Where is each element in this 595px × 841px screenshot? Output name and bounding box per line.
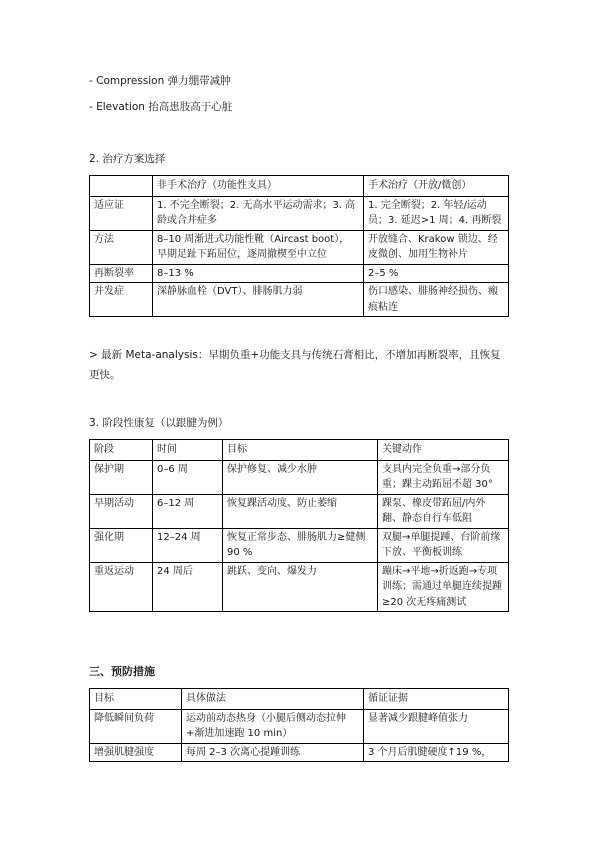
table-row xyxy=(90,709,509,743)
table-cell: 再断裂率 xyxy=(90,264,153,283)
table-cell: 每周 2–3 次离心提踵训练 xyxy=(182,743,364,762)
table-cell: 1. 不完全断裂；2. 无高水平运动需求；3. 高龄或合并症多 xyxy=(153,196,364,230)
rice-compression-line: - Compression 弹力绷带减肿 xyxy=(89,75,231,87)
table-cell: 保护期 xyxy=(90,460,153,494)
table-cell: 3 个月后肌腱硬度↑19 %， xyxy=(364,743,509,762)
table-cell: 支具内完全负重→部分负重；踝主动跖屈不超 30° xyxy=(378,460,509,494)
table-cell: 24 周后 xyxy=(153,562,223,612)
table-row xyxy=(90,562,509,612)
table-row xyxy=(90,528,509,562)
table-cell: 蹦床→平地→折返跑→专项训练；需通过单腿连续提踵≥20 次无疼痛测试 xyxy=(378,562,509,612)
table-row xyxy=(90,460,509,494)
table-header-cell: 阶段 xyxy=(90,440,153,461)
table-header-row xyxy=(90,440,509,461)
table-cell: 伤口感染、腓肠神经损伤、瘢痕粘连 xyxy=(364,283,509,317)
table-header-cell: 非手术治疗（功能性支具） xyxy=(153,176,364,197)
table-header-cell: 目标 xyxy=(90,689,182,710)
table-cell: 降低瞬间负荷 xyxy=(90,709,182,743)
table-header-cell: 关键动作 xyxy=(378,440,509,461)
table-cell: 双腿→单腿提踵、台阶前缘下放、平衡板训练 xyxy=(378,528,509,562)
table-cell: 增强肌腱强度 xyxy=(90,743,182,762)
table-header-row xyxy=(90,689,509,710)
table-row xyxy=(90,196,509,230)
table-cell: 跳跃、变向、爆发力 xyxy=(223,562,378,612)
table-header-cell xyxy=(90,176,153,197)
table-row xyxy=(90,494,509,528)
table-cell: 深静脉血栓（DVT）、腓肠肌力弱 xyxy=(153,283,364,317)
table-cell: 8–13 % xyxy=(153,264,364,283)
table-cell: 开放缝合、Krakow 锁边、经皮微创、加用生物补片 xyxy=(364,230,509,264)
table-cell: 恢复正常步态、腓肠肌力≥健侧 90 % xyxy=(223,528,378,562)
table-cell: 2–5 % xyxy=(364,264,509,283)
rice-elevation-line: - Elevation 抬高患肢高于心脏 xyxy=(89,101,233,113)
table-header-cell: 手术治疗（开放/微创） xyxy=(364,176,509,197)
table-cell: 0–6 周 xyxy=(153,460,223,494)
table-row xyxy=(90,230,509,264)
treatment-heading: 2. 治疗方案选择 xyxy=(89,153,166,165)
table-row xyxy=(90,283,509,317)
table-header-cell: 时间 xyxy=(153,440,223,461)
table-header-cell: 具体做法 xyxy=(182,689,364,710)
table-header-row xyxy=(90,176,509,197)
prevention-heading: 三、预防措施 xyxy=(89,665,155,678)
prevention-table xyxy=(89,688,509,762)
table-cell: 适应证 xyxy=(90,196,153,230)
table-cell: 12–24 周 xyxy=(153,528,223,562)
table-cell: 运动前动态热身（小腿后侧动态拉伸+渐进加速跑 10 min） xyxy=(182,709,364,743)
table-cell: 强化期 xyxy=(90,528,153,562)
table-header-cell: 目标 xyxy=(223,440,378,461)
table-cell: 方法 xyxy=(90,230,153,264)
table-cell: 8–10 周渐进式功能性靴（Aircast boot），早期足趾下跖屈位，逐周撤楔至中立位 xyxy=(153,230,364,264)
table-cell: 重返运动 xyxy=(90,562,153,612)
table-cell: 恢复踝活动度、防止萎缩 xyxy=(223,494,378,528)
table-cell: 早期活动 xyxy=(90,494,153,528)
table-cell: 1. 完全断裂；2. 年轻/运动员；3. 延迟>1 周；4. 再断裂 xyxy=(364,196,509,230)
table-row xyxy=(90,264,509,283)
table-cell: 踝泵、橡皮带跖屈/内外翻、静态自行车低阻 xyxy=(378,494,509,528)
table-row xyxy=(90,743,509,762)
table-cell: 6–12 周 xyxy=(153,494,223,528)
treatment-table xyxy=(89,175,509,317)
rehab-table xyxy=(89,439,509,612)
table-cell: 保护修复、减少水肿 xyxy=(223,460,378,494)
table-cell: 显著减少跟腱峰值张力 xyxy=(364,709,509,743)
meta-analysis-note: > 最新 Meta-analysis：早期负重+功能支具与传统石膏相比，不增加再断裂率，且恢复更快。 xyxy=(89,349,501,381)
table-header-cell: 循证证据 xyxy=(364,689,509,710)
table-cell: 并发症 xyxy=(90,283,153,317)
rehab-heading: 3. 阶段性康复（以跟腱为例） xyxy=(89,417,229,429)
